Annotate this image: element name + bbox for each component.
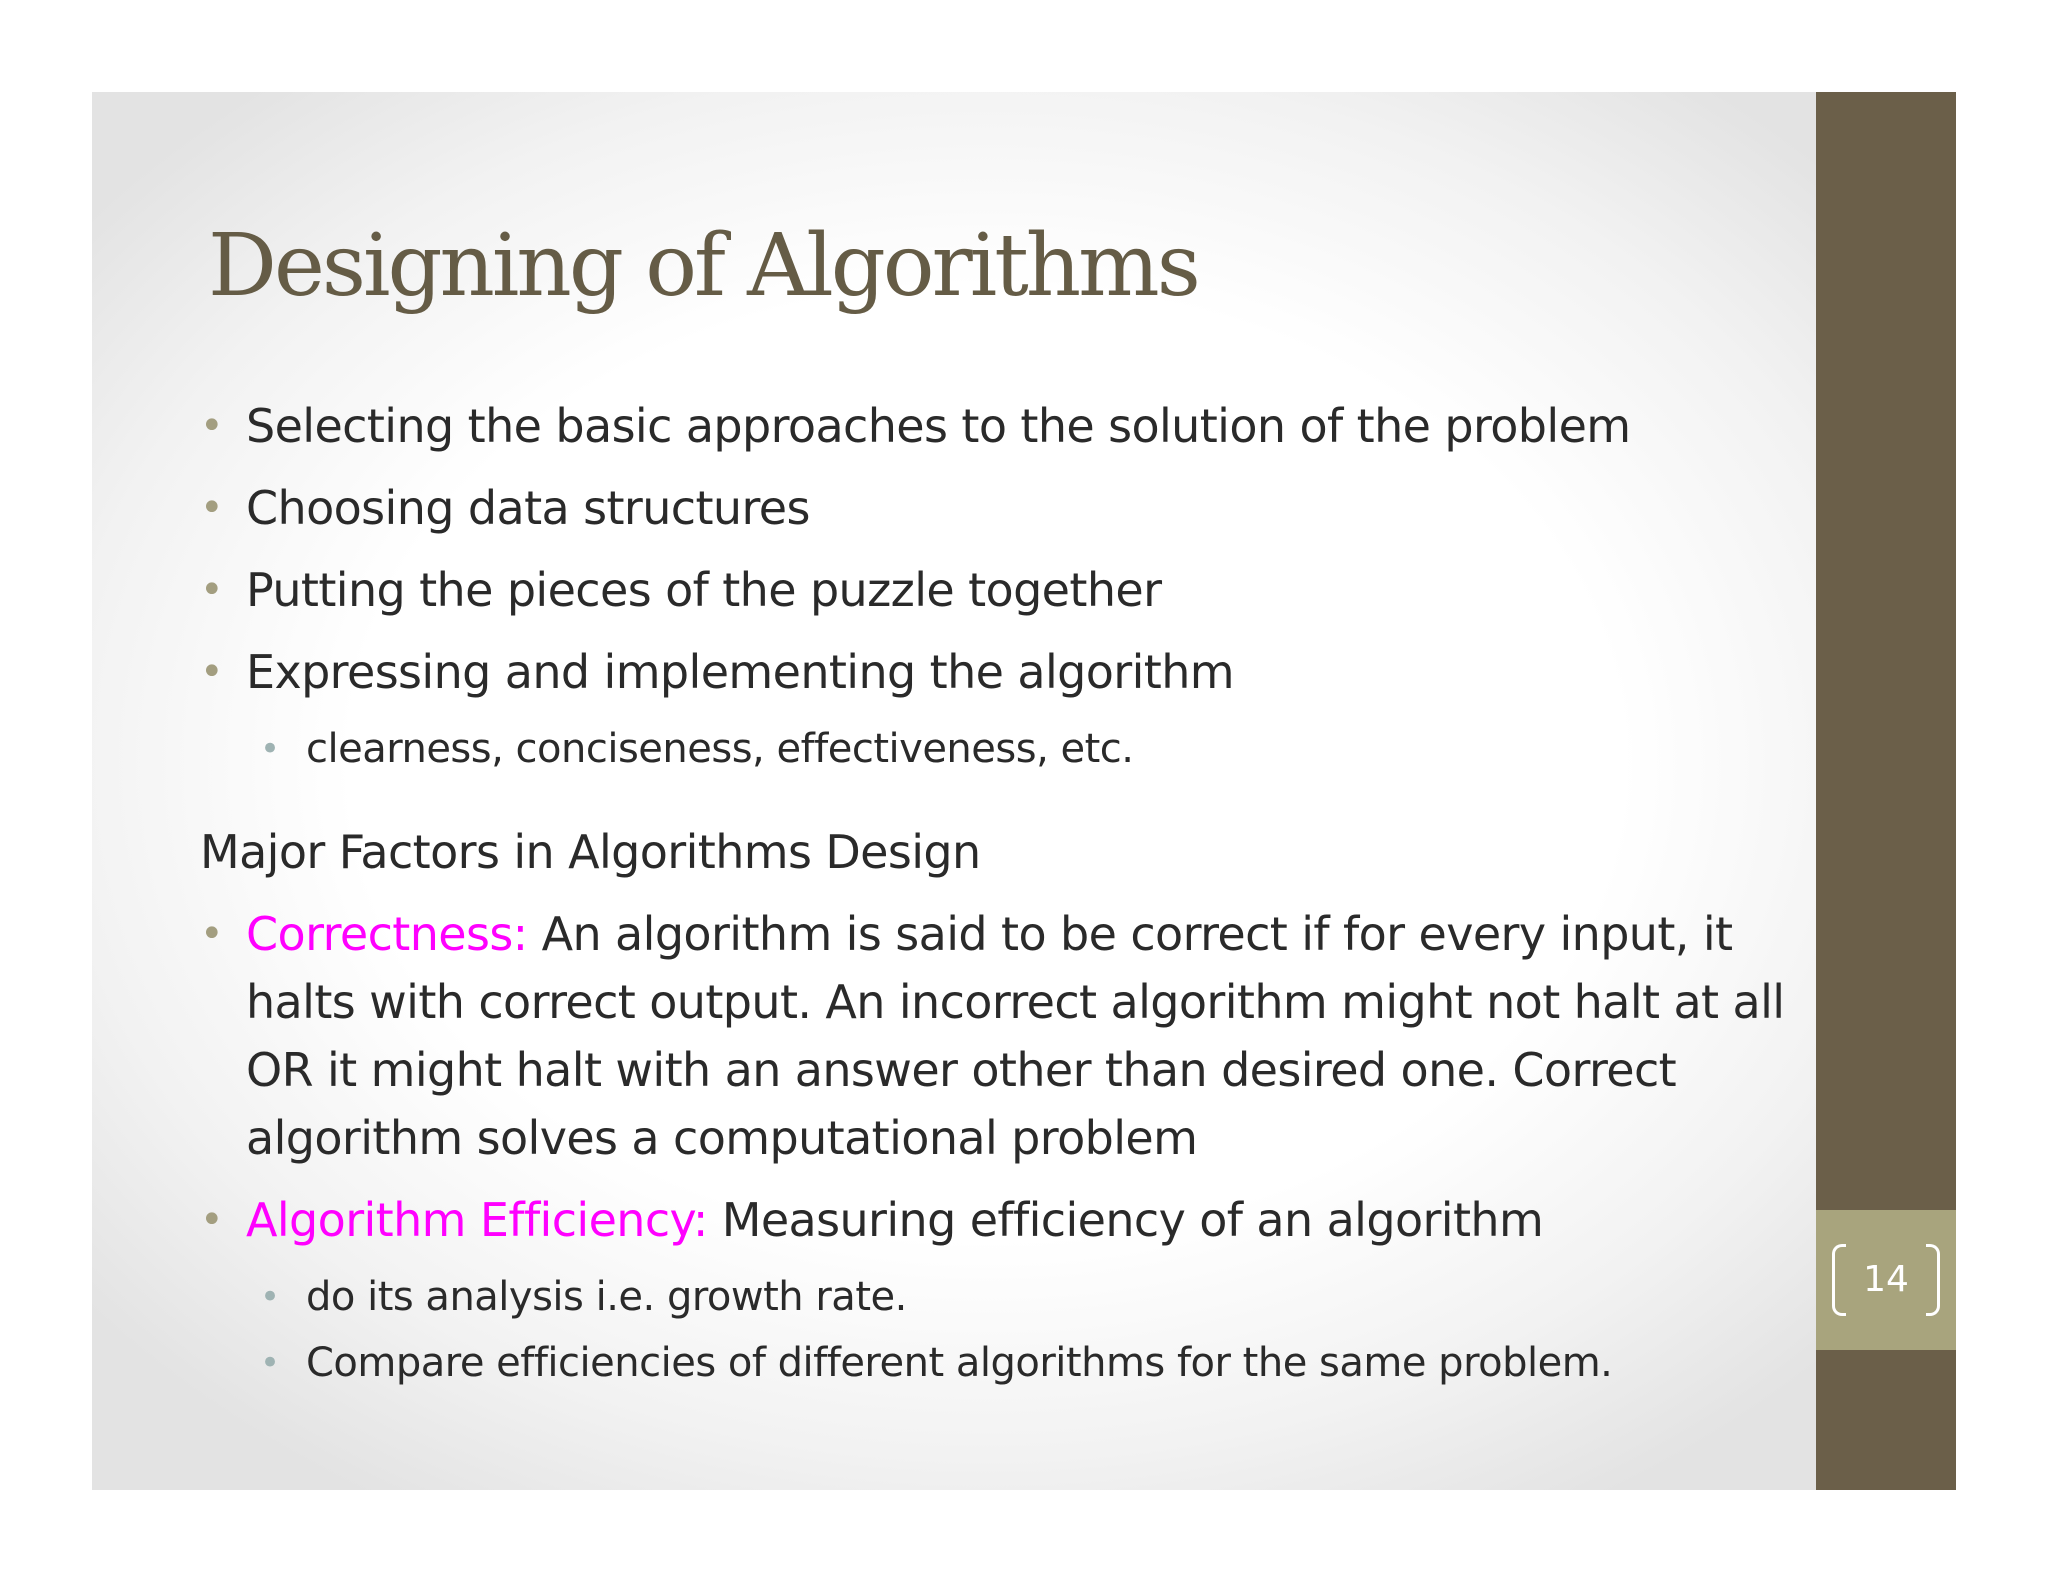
slide-content <box>200 392 1820 1400</box>
bullet-item <box>200 556 1820 624</box>
page-number-box <box>1816 1210 1956 1350</box>
bullet-text: Selecting the basic approaches to the solution of the problem <box>246 399 1631 453</box>
bullet-dot-icon: • <box>200 649 223 695</box>
sub-bullet-item <box>200 1334 1820 1392</box>
sub-bullet-item <box>200 720 1820 778</box>
page-number-bracket <box>1832 1244 1940 1316</box>
sub-bullet-dot-icon: • <box>260 1277 280 1317</box>
bullet-text: Choosing data structures <box>246 481 810 535</box>
slide-title: Designing of Algorithms <box>208 216 1198 316</box>
bullet-dot-icon: • <box>200 485 223 531</box>
bullet-item <box>200 474 1820 542</box>
efficiency-text: Measuring efficiency of an algorithm <box>707 1193 1544 1247</box>
efficiency-item <box>200 1186 1820 1254</box>
slide <box>92 92 1956 1490</box>
correctness-item <box>200 900 1820 1172</box>
bullet-text: Putting the pieces of the puzzle together <box>246 563 1162 617</box>
efficiency-label: Algorithm Efficiency: <box>246 1193 708 1247</box>
sub-bullet-text: Compare efficiencies of different algorithms for the same problem. <box>306 1340 1613 1386</box>
correctness-label: Correctness: <box>246 907 528 961</box>
bullet-text: Expressing and implementing the algorithm <box>246 645 1234 699</box>
correctness-text: An algorithm is said to be correct if for every input, it halts with correct output. An incorrect algorithm might not halt at all OR it might halt with an answer other than desired one. Correct algorithm solves a computational problem <box>246 907 1785 1165</box>
bullet-dot-icon: • <box>200 403 223 449</box>
bullet-dot-icon: • <box>200 1197 223 1243</box>
section-heading: Major Factors in Algorithms Design <box>200 825 981 879</box>
bullet-item <box>200 638 1820 706</box>
sub-bullet-text: clearness, conciseness, effectiveness, etc. <box>306 726 1134 772</box>
sub-bullet-dot-icon: • <box>260 729 280 769</box>
sub-bullet-text: do its analysis i.e. growth rate. <box>306 1274 907 1320</box>
page-number: 14 <box>1863 1259 1909 1300</box>
bullet-item <box>200 392 1820 460</box>
bullet-dot-icon: • <box>200 911 223 957</box>
bullet-dot-icon: • <box>200 567 223 613</box>
sub-bullet-dot-icon: • <box>260 1343 280 1383</box>
sub-bullet-item <box>200 1268 1820 1326</box>
